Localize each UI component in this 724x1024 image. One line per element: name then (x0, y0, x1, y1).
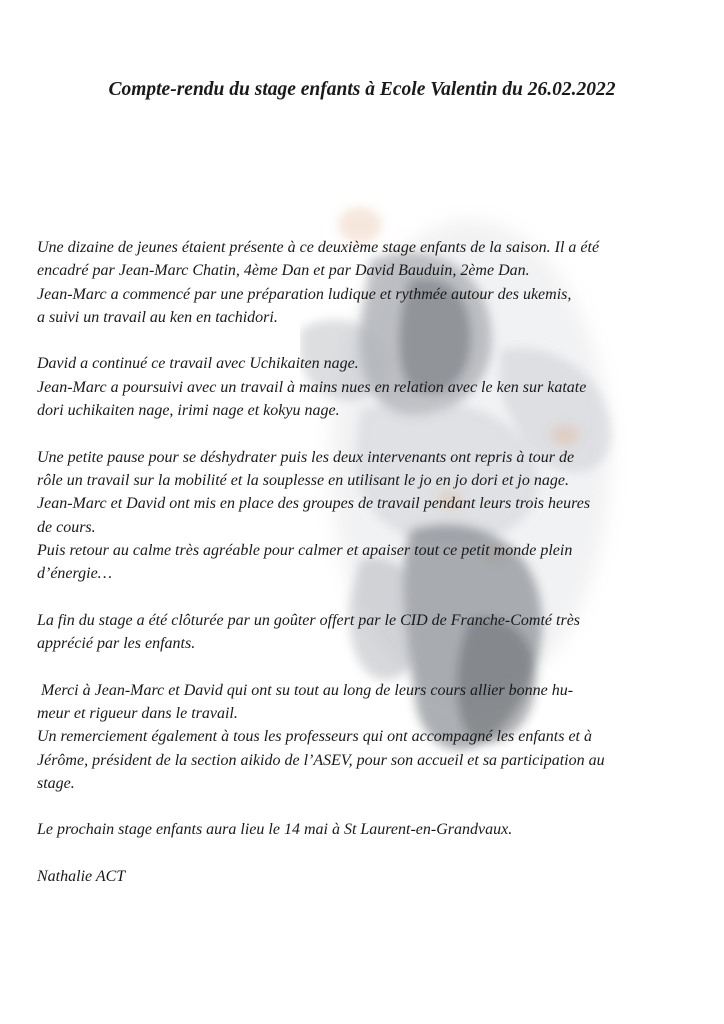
paragraph-intro (37, 236, 697, 329)
text-line: dori uchikaiten nage, irimi nage et kokyu nage. (37, 402, 340, 420)
text-line: de cours. (37, 518, 96, 536)
text-line: Le prochain stage enfants aura lieu le 14 mai à St Laurent-en-Grandvaux. (37, 821, 513, 839)
text-line: apprécié par les enfants. (37, 635, 196, 653)
text-line: rôle un travail sur la mobilité et la souplesse en utilisant le jo en jo dori et jo nage. (37, 471, 569, 489)
text-line: David a continué ce travail avec Uchikaiten nage. (37, 355, 359, 373)
text-line: Jean-Marc a poursuivi avec un travail à mains nues en relation avec le ken sur katate (37, 378, 587, 396)
text-line: Merci à Jean-Marc et David qui ont su tout au long de leurs cours allier bonne hu- (37, 681, 574, 699)
text-line: encadré par Jean-Marc Chatin, 4ème Dan et par David Bauduin, 2ème Dan. (37, 262, 530, 280)
signature-author (37, 865, 697, 888)
text-line: Une dizaine de jeunes étaient présente à ce deuxième stage enfants de la saison. Il a été (37, 239, 600, 256)
text-line: a suivi un travail au ken en tachidori. (37, 308, 278, 326)
text-line: Jean-Marc a commencé par une préparation ludique et rythmée autour des ukemis, (37, 285, 572, 303)
paragraph-david (37, 352, 697, 422)
text-line: Une petite pause pour se déshydrater puis les deux intervenants ont repris à tour de (37, 448, 575, 466)
page-title: Compte-rendu du stage enfants à Ecole Valentin du 26.02.2022 (108, 79, 616, 100)
paragraph-gouter (37, 609, 697, 656)
text-line: d’énergie… (37, 565, 112, 583)
text-line: Puis retour au calme très agréable pour calmer et apaiser tout ce petit monde plein (37, 541, 573, 559)
paragraph-thanks (37, 679, 697, 795)
text-line: Jérôme, président de la section aikido de l’ASEV, pour son accueil et sa participation au (37, 751, 605, 769)
author-name: Nathalie ACT (37, 868, 126, 886)
text-line: La fin du stage a été clôturée par un goûter offert par le CID de Franche-Comté très (37, 611, 581, 629)
text-line: Jean-Marc et David ont mis en place des groupes de travail pendant leurs trois heures (37, 495, 591, 513)
text-line: meur et rigueur dans le travail. (37, 704, 238, 722)
text-line: Un remerciement également à tous les professeurs qui ont accompagné les enfants et à (37, 728, 592, 746)
paragraph-pause (37, 446, 697, 586)
paragraph-next-stage (37, 818, 697, 841)
text-line: stage. (37, 774, 75, 792)
report-body (37, 236, 697, 912)
